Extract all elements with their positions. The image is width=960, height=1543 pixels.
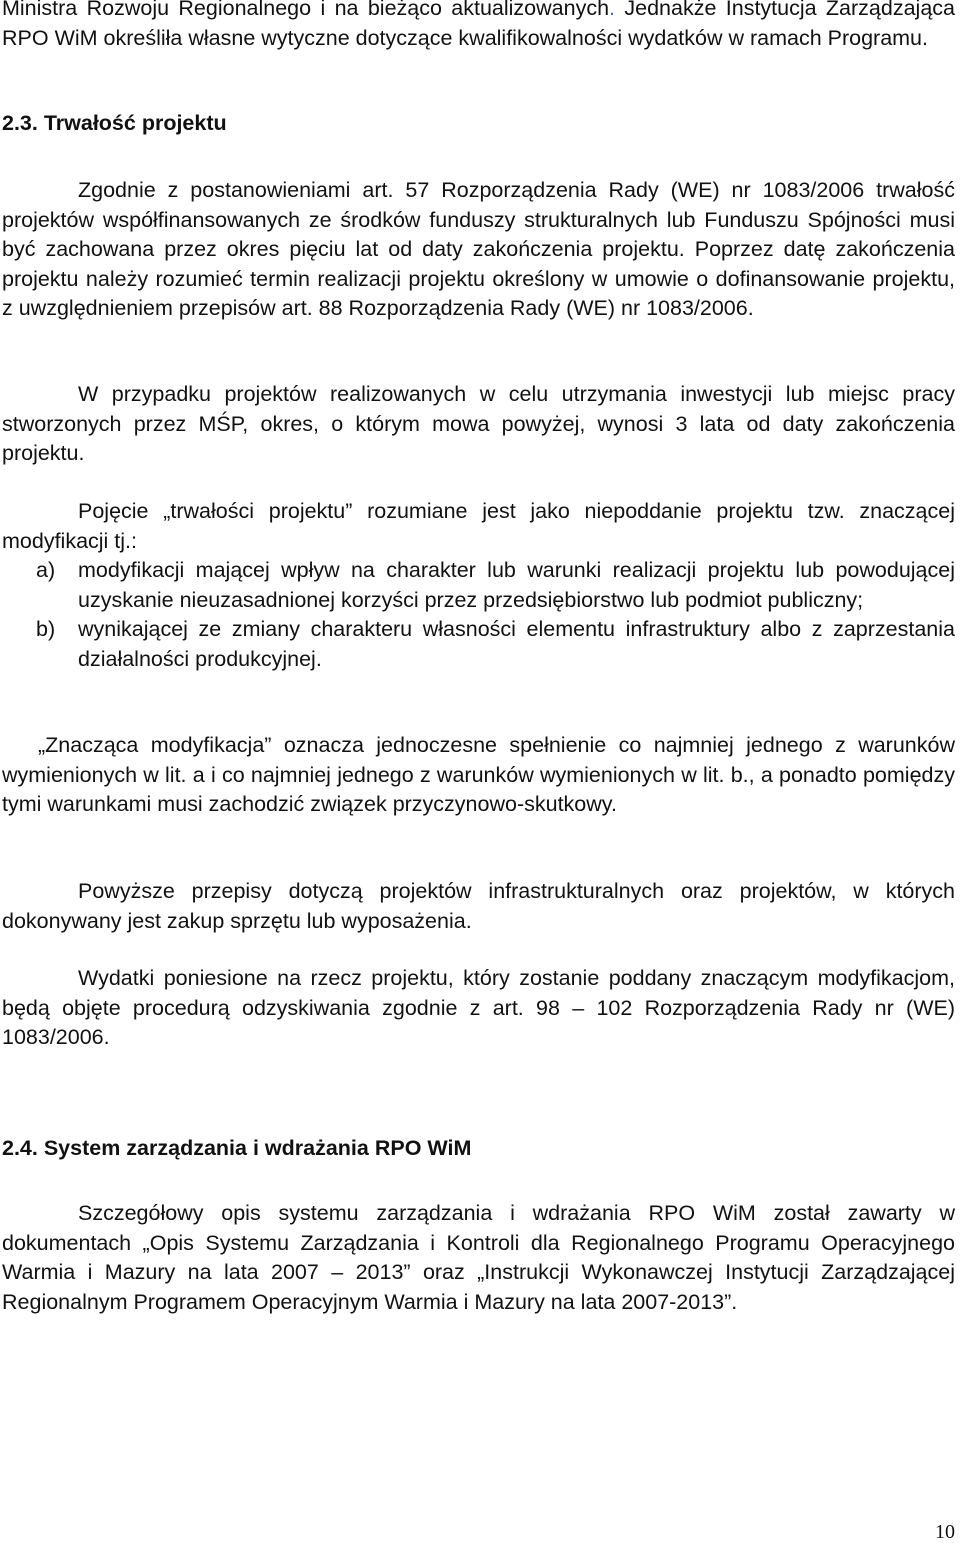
list-marker-a: a) <box>36 558 56 582</box>
section-2-4-heading: 2.4. System zarządzania i wdrażania RPO WiM <box>2 1136 472 1160</box>
modification-list <box>2 556 955 674</box>
intro-dot: . <box>609 0 616 20</box>
paragraph-pojecie: Pojęcie „trwałości projektu” rozumiane jest jako niepoddanie projektu tzw. znaczącej modyfikacji tj.: <box>2 499 955 553</box>
paragraph-przepisy: Powyższe przepisy dotyczą projektów infrastrukturalnych oraz projektów, w których dokonywany jest zakup sprzętu lub wyposażenia. <box>2 879 955 933</box>
list-item-a <box>2 556 955 615</box>
list-marker-b: b) <box>36 617 56 641</box>
paragraph-wydatki: Wydatki poniesione na rzecz projektu, który zostanie poddany znaczącym modyfikacjom, będą objęte procedurą odzyskiwania zgodnie z art. 98 – 102 Rozporządzenia Rady nr (WE) 1083/2006. <box>2 966 955 1049</box>
intro-text-b: Jednakże Instytucja Zarządzająca RPO WiM określiła własne wytyczne dotyczące kwalifikowalności wydatków w ramach Programu. <box>2 0 955 50</box>
paragraph-znaczaca-modyfikacja: „Znacząca modyfikacja” oznacza jednoczesne spełnienie co najmniej jednego z warunków wymienionych w lit. a i co najmniej jednego z warunków wymienionych w lit. b., a ponadto pomiędzy tymi warunkami musi zachodzić związek przyczynowo-skutkowy. <box>2 733 955 816</box>
list-text-b: wynikającej ze zmiany charakteru własności elementu infrastruktury albo z zaprzestania działalności produkcyjnej. <box>78 617 955 671</box>
page-number: 10 <box>935 1521 955 1543</box>
intro-text-a: Ministra Rozwoju Regionalnego i na bieżąco aktualizowanych <box>2 0 610 20</box>
paragraph-system: Szczegółowy opis systemu zarządzania i wdrażania RPO WiM został zawarty w dokumentach „Opis Systemu Zarządzania i Kontroli dla Regionalnego Programu Operacyjnego Warmia i Mazury na lata 2007 – 2013” oraz „Instrukcji Wykonawczej Instytucji Zarządzającej Regionalnym Programem Operacyjnym Warmia i Mazury na lata 2007-2013”. <box>2 1201 955 1314</box>
paragraph-msp: W przypadku projektów realizowanych w celu utrzymania inwestycji lub miejsc pracy stworzonych przez MŚP, okres, o którym mowa powyżej, wynosi 3 lata od daty zakończenia projektu. <box>2 382 955 465</box>
paragraph-trwalosc <box>2 176 955 324</box>
paragraph-trwalosc-a: Zgodnie z postanowieniami art. 57 Rozporządzenia Rady (WE) nr 1083/2006 trwałość projektów współfinansowanych ze środków funduszy strukturalnych lub Funduszu Spójności musi być zachowana przez okres pięciu lat od daty zakończenia projektu. <box>2 178 955 261</box>
paragraph-trwalosc-b: Poprzez datę zakończenia projektu należy rozumieć termin realizacji projektu określony w umowie o dofinansowanie projektu, z uwzględnieniem przepisów art. 88 Rozporządzenia Rady (WE) nr 1083/2006. <box>2 237 955 320</box>
intro-paragraph <box>2 0 955 53</box>
section-2-3-heading: 2.3. Trwałość projektu <box>2 111 227 135</box>
list-item-b <box>2 615 955 674</box>
list-text-a: modyfikacji mającej wpływ na charakter lub warunki realizacji projektu lub powodującej uzyskanie nieuzasadnionej korzyści przez przedsiębiorstwo lub podmiot publiczny; <box>78 558 955 612</box>
